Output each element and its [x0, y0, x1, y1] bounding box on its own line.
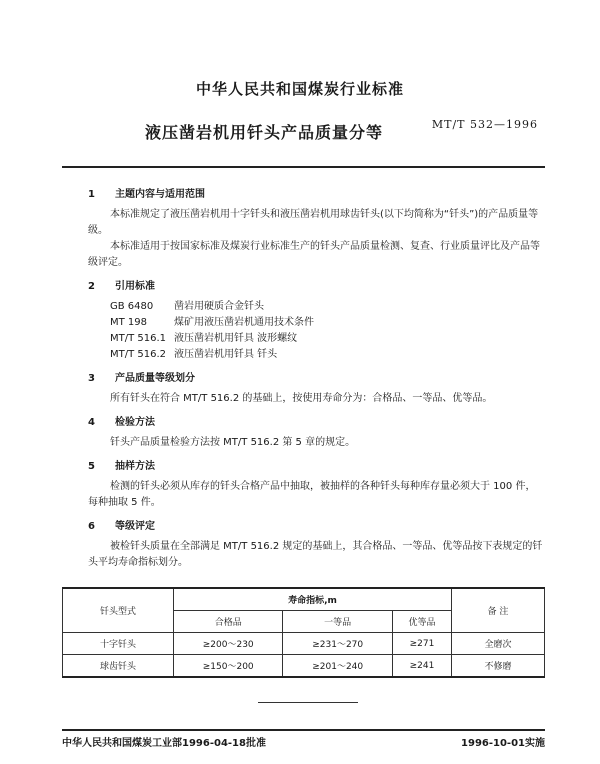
section-number: 4	[88, 417, 95, 428]
standard-code: MT/T 532—1996	[431, 118, 538, 131]
cell-excellent: ≥271	[392, 633, 451, 655]
cell-note: 不修磨	[452, 655, 545, 678]
grade-header-pass: 合格品	[174, 611, 283, 633]
section-5-heading	[88, 459, 545, 475]
end-divider	[258, 702, 358, 703]
section-number: 2	[88, 281, 95, 292]
reference-name: 液压凿岩机用钎具 波形螺纹	[174, 333, 298, 344]
cell-note: 全磨次	[452, 633, 545, 655]
section-title: 引用标准	[115, 281, 155, 292]
header-divider	[62, 166, 545, 168]
implementation-date: 1996-10-01实施	[461, 738, 545, 749]
section-3-paragraph: 所有钎头在符合 MT/T 516.2 的基础上，按使用寿命分为：合格品、一等品、优等品。	[110, 393, 493, 404]
section-1-paragraph-2: 本标准适用于按国家标准及煤炭行业标准生产的钎头产品质量检测、复查、行业质量评比及产品等级评定。	[88, 241, 540, 268]
reference-item	[110, 299, 545, 315]
section-title: 等级评定	[115, 521, 155, 532]
section-2-heading	[88, 279, 545, 295]
cell-pass: ≥200～230	[174, 633, 283, 655]
section-1-paragraph-1: 本标准规定了液压凿岩机用十字钎头和液压凿岩机用球齿钎头(以下均简称为“钎头”)的产品质量等级。	[88, 209, 539, 236]
section-1-heading	[88, 187, 545, 203]
section-title: 检验方法	[115, 417, 155, 428]
section-4-paragraph: 钎头产品质量检验方法按 MT/T 516.2 第 5 章的规定。	[110, 437, 356, 448]
section-title: 产品质量等级划分	[115, 373, 195, 384]
cell-pass: ≥150～200	[174, 655, 283, 678]
reference-item	[110, 331, 545, 347]
section-5-paragraph: 检测的钎头必须从库存的钎头合格产品中抽取，被抽样的各种钎头每种库存量必须大于 100 件，每种抽取 5 件。	[88, 481, 536, 508]
grade-header-excellent: 优等品	[392, 611, 451, 633]
document-title: 液压凿岩机用钎头产品质量分等	[145, 123, 384, 142]
industry-standard-heading: 中华人民共和国煤炭行业标准	[195, 80, 404, 98]
reference-code: MT 198	[110, 317, 148, 328]
section-3-heading	[88, 371, 545, 387]
reference-code: GB 6480	[110, 301, 154, 312]
cell-excellent: ≥241	[392, 655, 451, 678]
reference-code: MT/T 516.1	[110, 333, 167, 344]
section-6-paragraph: 被检钎头质量在全部满足 MT/T 516.2 规定的基础上，其合格品、一等品、优等品按下表规定的钎头平均寿命指标划分。	[88, 541, 543, 568]
table-row	[63, 655, 545, 678]
section-6-heading	[88, 519, 545, 535]
section-title: 主题内容与适用范围	[115, 189, 205, 200]
table-header-life: 寿命指标,m	[174, 588, 452, 611]
cell-type: 十字钎头	[63, 633, 174, 655]
section-number: 1	[88, 189, 95, 200]
cell-type: 球齿钎头	[63, 655, 174, 678]
reference-item	[110, 347, 545, 363]
section-title: 抽样方法	[115, 461, 155, 472]
cell-first: ≥231～270	[283, 633, 392, 655]
grade-table	[62, 587, 545, 678]
section-4-heading	[88, 415, 545, 431]
reference-name: 煤矿用液压凿岩机通用技术条件	[174, 317, 314, 328]
reference-name: 凿岩用硬质合金钎头	[174, 301, 264, 312]
footer-divider	[62, 729, 545, 731]
table-header-type: 钎头型式	[63, 588, 174, 633]
reference-item	[110, 315, 545, 331]
table-row	[63, 633, 545, 655]
grade-header-first: 一等品	[283, 611, 392, 633]
section-number: 3	[88, 373, 95, 384]
reference-code: MT/T 516.2	[110, 349, 167, 360]
reference-list	[88, 299, 545, 363]
document-body	[88, 187, 545, 571]
cell-first: ≥201～240	[283, 655, 392, 678]
publisher-approval: 中华人民共和国煤炭工业部1996-04-18批准	[62, 738, 266, 749]
table-header-note: 备 注	[452, 588, 545, 633]
reference-name: 液压凿岩机用钎具 钎头	[174, 349, 278, 360]
section-number: 6	[88, 521, 95, 532]
section-number: 5	[88, 461, 95, 472]
